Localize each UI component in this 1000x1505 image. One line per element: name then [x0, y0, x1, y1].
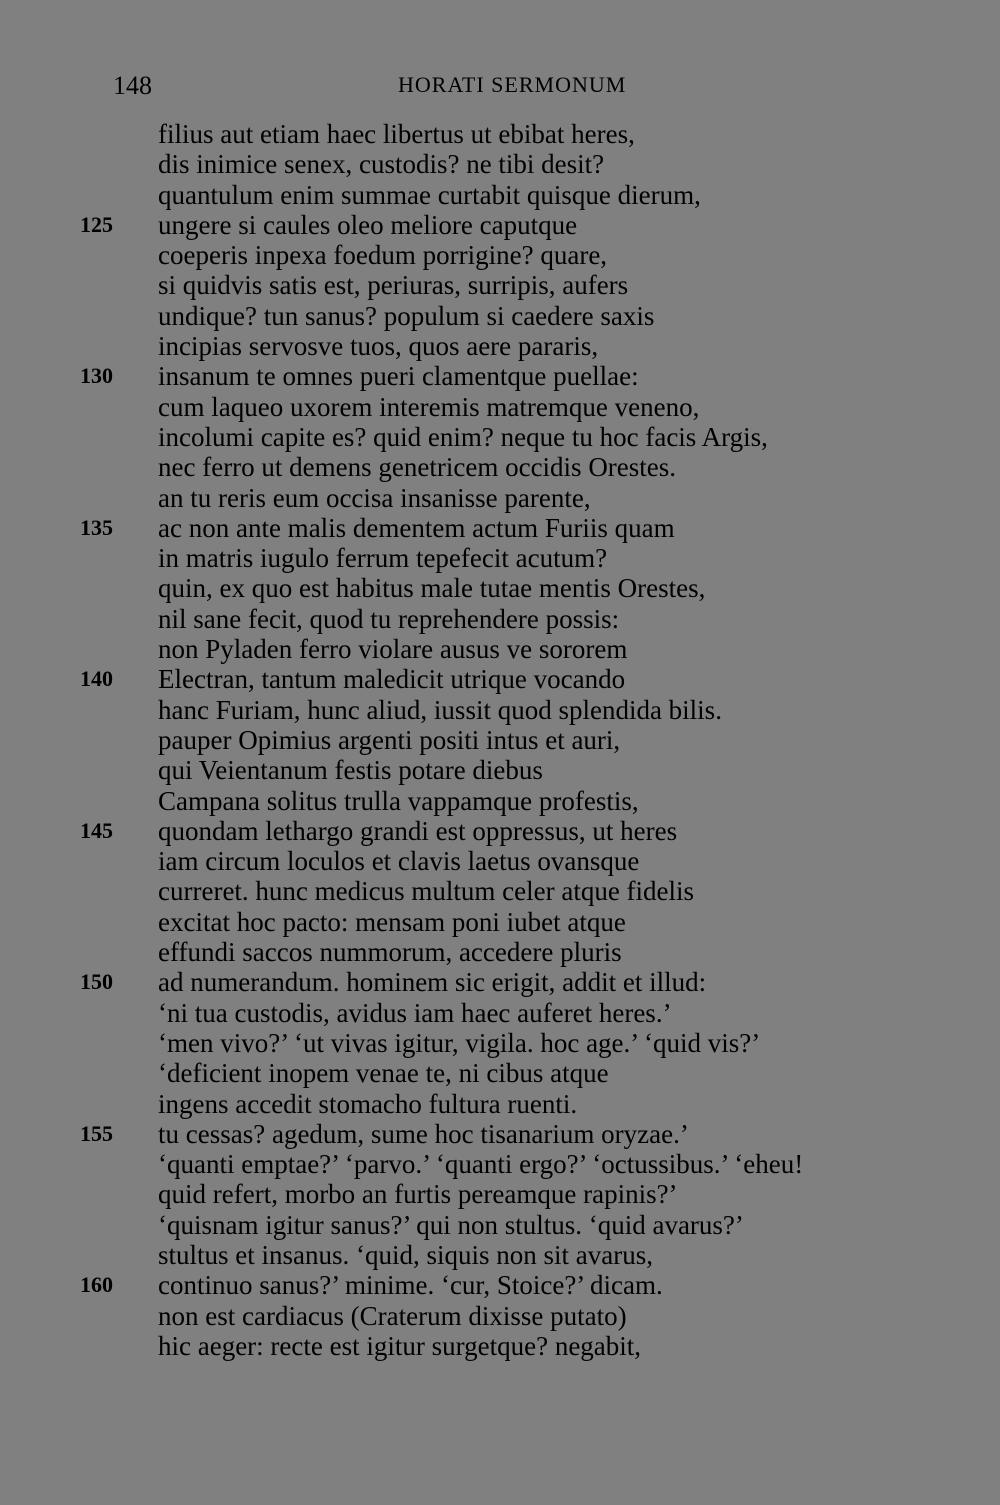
- verse-text: coeperis inpexa foedum porrigine? quare,: [158, 240, 608, 271]
- line-number: 145: [80, 817, 113, 843]
- verse-text: quondam lethargo grandi est oppressus, ut heres: [158, 815, 678, 846]
- verse-text: qui Veientanum festis potare diebus: [158, 755, 543, 786]
- line-number: 135: [80, 514, 113, 540]
- verse-text: curreret. hunc medicus multum celer atque fidelis: [158, 876, 695, 907]
- verse-text: filius aut etiam haec libertus ut ebibat heres,: [158, 119, 635, 149]
- verse-text: ‘ni tua custodis, avidus iam haec auferet heres.’: [158, 997, 672, 1028]
- verse-line: [0, 149, 1000, 179]
- verse-text: ac non ante malis dementem actum Furiis quam: [158, 512, 675, 543]
- verse-line: [0, 604, 1000, 634]
- verse-text: dis inimice senex, custodis? ne tibi desit?: [158, 149, 605, 180]
- line-number: 150: [80, 969, 113, 995]
- verse-line: [0, 1028, 1000, 1058]
- verse-line: [0, 634, 1000, 664]
- verse-text: ad numerandum. hominem sic erigit, addit et illud:: [158, 967, 707, 998]
- verse-line: [0, 907, 1000, 937]
- verse-text: ‘quanti emptae?’ ‘parvo.’ ‘quanti ergo?’ ‘octussibus.’ ‘eheu!: [158, 1149, 804, 1180]
- verse-text: quin, ex quo est habitus male tutae mentis Orestes,: [158, 573, 706, 604]
- verse-line: [0, 1301, 1000, 1331]
- verse-line: [0, 180, 1000, 210]
- verse-line: [0, 301, 1000, 331]
- verse-line: [0, 846, 1000, 876]
- line-number: 155: [80, 1120, 113, 1146]
- verse-text: cum laqueo uxorem interemis matremque veneno,: [158, 391, 700, 422]
- line-number: 140: [80, 666, 113, 692]
- verse-line: [0, 513, 1000, 543]
- verse-line: [0, 1210, 1000, 1240]
- verse-line: [0, 392, 1000, 422]
- verse-text: ‘deficient inopem venae te, ni cibus atque: [158, 1058, 609, 1089]
- verse-text: pauper Opimius argenti positi intus et auri,: [158, 724, 621, 755]
- verse-line: [0, 543, 1000, 573]
- verse-line: [0, 937, 1000, 967]
- verse-text: effundi saccos nummorum, accedere pluris: [158, 937, 622, 968]
- verse-text: stultus et insanus. ‘quid, siquis non sit avarus,: [158, 1239, 653, 1270]
- verse-text: ingens accedit stomacho fultura ruenti.: [158, 1088, 578, 1119]
- line-number: 130: [80, 363, 113, 389]
- verse-line: [0, 967, 1000, 997]
- verse-line: [0, 1179, 1000, 1209]
- verse-line: [0, 725, 1000, 755]
- verse-text: incipias servosve tuos, quos aere pararis,: [158, 331, 599, 362]
- verse-line: [0, 119, 1000, 149]
- verse-text: an tu reris eum occisa insanisse parente,: [158, 482, 591, 513]
- verse-text: quantulum enim summae curtabit quisque dierum,: [158, 179, 701, 210]
- verse-line: [0, 664, 1000, 694]
- verse-line: [0, 998, 1000, 1028]
- verse-line: [0, 240, 1000, 270]
- verse-text: insanum te omnes pueri clamentque puellae:: [158, 361, 639, 392]
- line-number: 160: [80, 1272, 113, 1298]
- verse-block: [0, 119, 1000, 1361]
- verse-line: [0, 1089, 1000, 1119]
- verse-text: undique? tun sanus? populum si caedere saxis: [158, 300, 655, 331]
- verse-text: nil sane fecit, quod tu reprehendere possis:: [158, 603, 620, 634]
- verse-line: [0, 816, 1000, 846]
- verse-line: [0, 755, 1000, 785]
- running-head: HORATI SERMONUM: [398, 72, 627, 97]
- verse-text: si quidvis satis est, periuras, surripis, aufers: [158, 270, 629, 301]
- verse-text: non est cardiacus (Craterum dixisse putato): [158, 1300, 627, 1331]
- verse-text: Electran, tantum maledicit utrique vocando: [158, 664, 626, 695]
- verse-text: hanc Furiam, hunc aliud, iussit quod splendida bilis.: [158, 694, 722, 725]
- verse-line: [0, 1331, 1000, 1361]
- verse-text: continuo sanus?’ minime. ‘cur, Stoice?’ dicam.: [158, 1270, 663, 1301]
- verse-line: [0, 270, 1000, 300]
- verse-text: ‘men vivo?’ ‘ut vivas igitur, vigila. hoc age.’ ‘quid vis?’: [158, 1027, 761, 1058]
- verse-line: [0, 1240, 1000, 1270]
- verse-text: non Pyladen ferro violare ausus ve sororem: [158, 634, 628, 665]
- verse-line: [0, 876, 1000, 906]
- verse-line: [0, 1119, 1000, 1149]
- verse-line: [0, 1270, 1000, 1300]
- verse-text: tu cessas? agedum, sume hoc tisanarium oryzae.’: [158, 1118, 689, 1149]
- verse-text: in matris iugulo ferrum tepefecit acutum?: [158, 543, 608, 574]
- verse-line: [0, 422, 1000, 452]
- line-number: 125: [80, 211, 113, 237]
- verse-line: [0, 361, 1000, 391]
- verse-text: ‘quisnam igitur sanus?’ qui non stultus. ‘quid avarus?’: [158, 1209, 744, 1240]
- verse-line: [0, 210, 1000, 240]
- verse-line: [0, 1058, 1000, 1088]
- page-number: 148: [113, 71, 152, 100]
- verse-text: excitat hoc pacto: mensam poni iubet atque: [158, 906, 626, 937]
- verse-text: nec ferro ut demens genetricem occidis Orestes.: [158, 452, 677, 483]
- verse-line: [0, 483, 1000, 513]
- verse-text: Campana solitus trulla vappamque profestis,: [158, 785, 639, 816]
- verse-line: [0, 331, 1000, 361]
- verse-text: quid refert, morbo an furtis pereamque rapinis?’: [158, 1179, 678, 1210]
- verse-line: [0, 1149, 1000, 1179]
- verse-line: [0, 695, 1000, 725]
- verse-line: [0, 573, 1000, 603]
- verse-text: iam circum loculos et clavis laetus ovansque: [158, 846, 640, 877]
- verse-text: incolumi capite es? quid enim? neque tu hoc facis Argis,: [158, 421, 768, 452]
- verse-line: [0, 452, 1000, 482]
- verse-line: [0, 786, 1000, 816]
- verse-text: hic aeger: recte est igitur surgetque? negabit,: [158, 1330, 642, 1361]
- verse-text: ungere si caules oleo meliore caputque: [158, 209, 578, 240]
